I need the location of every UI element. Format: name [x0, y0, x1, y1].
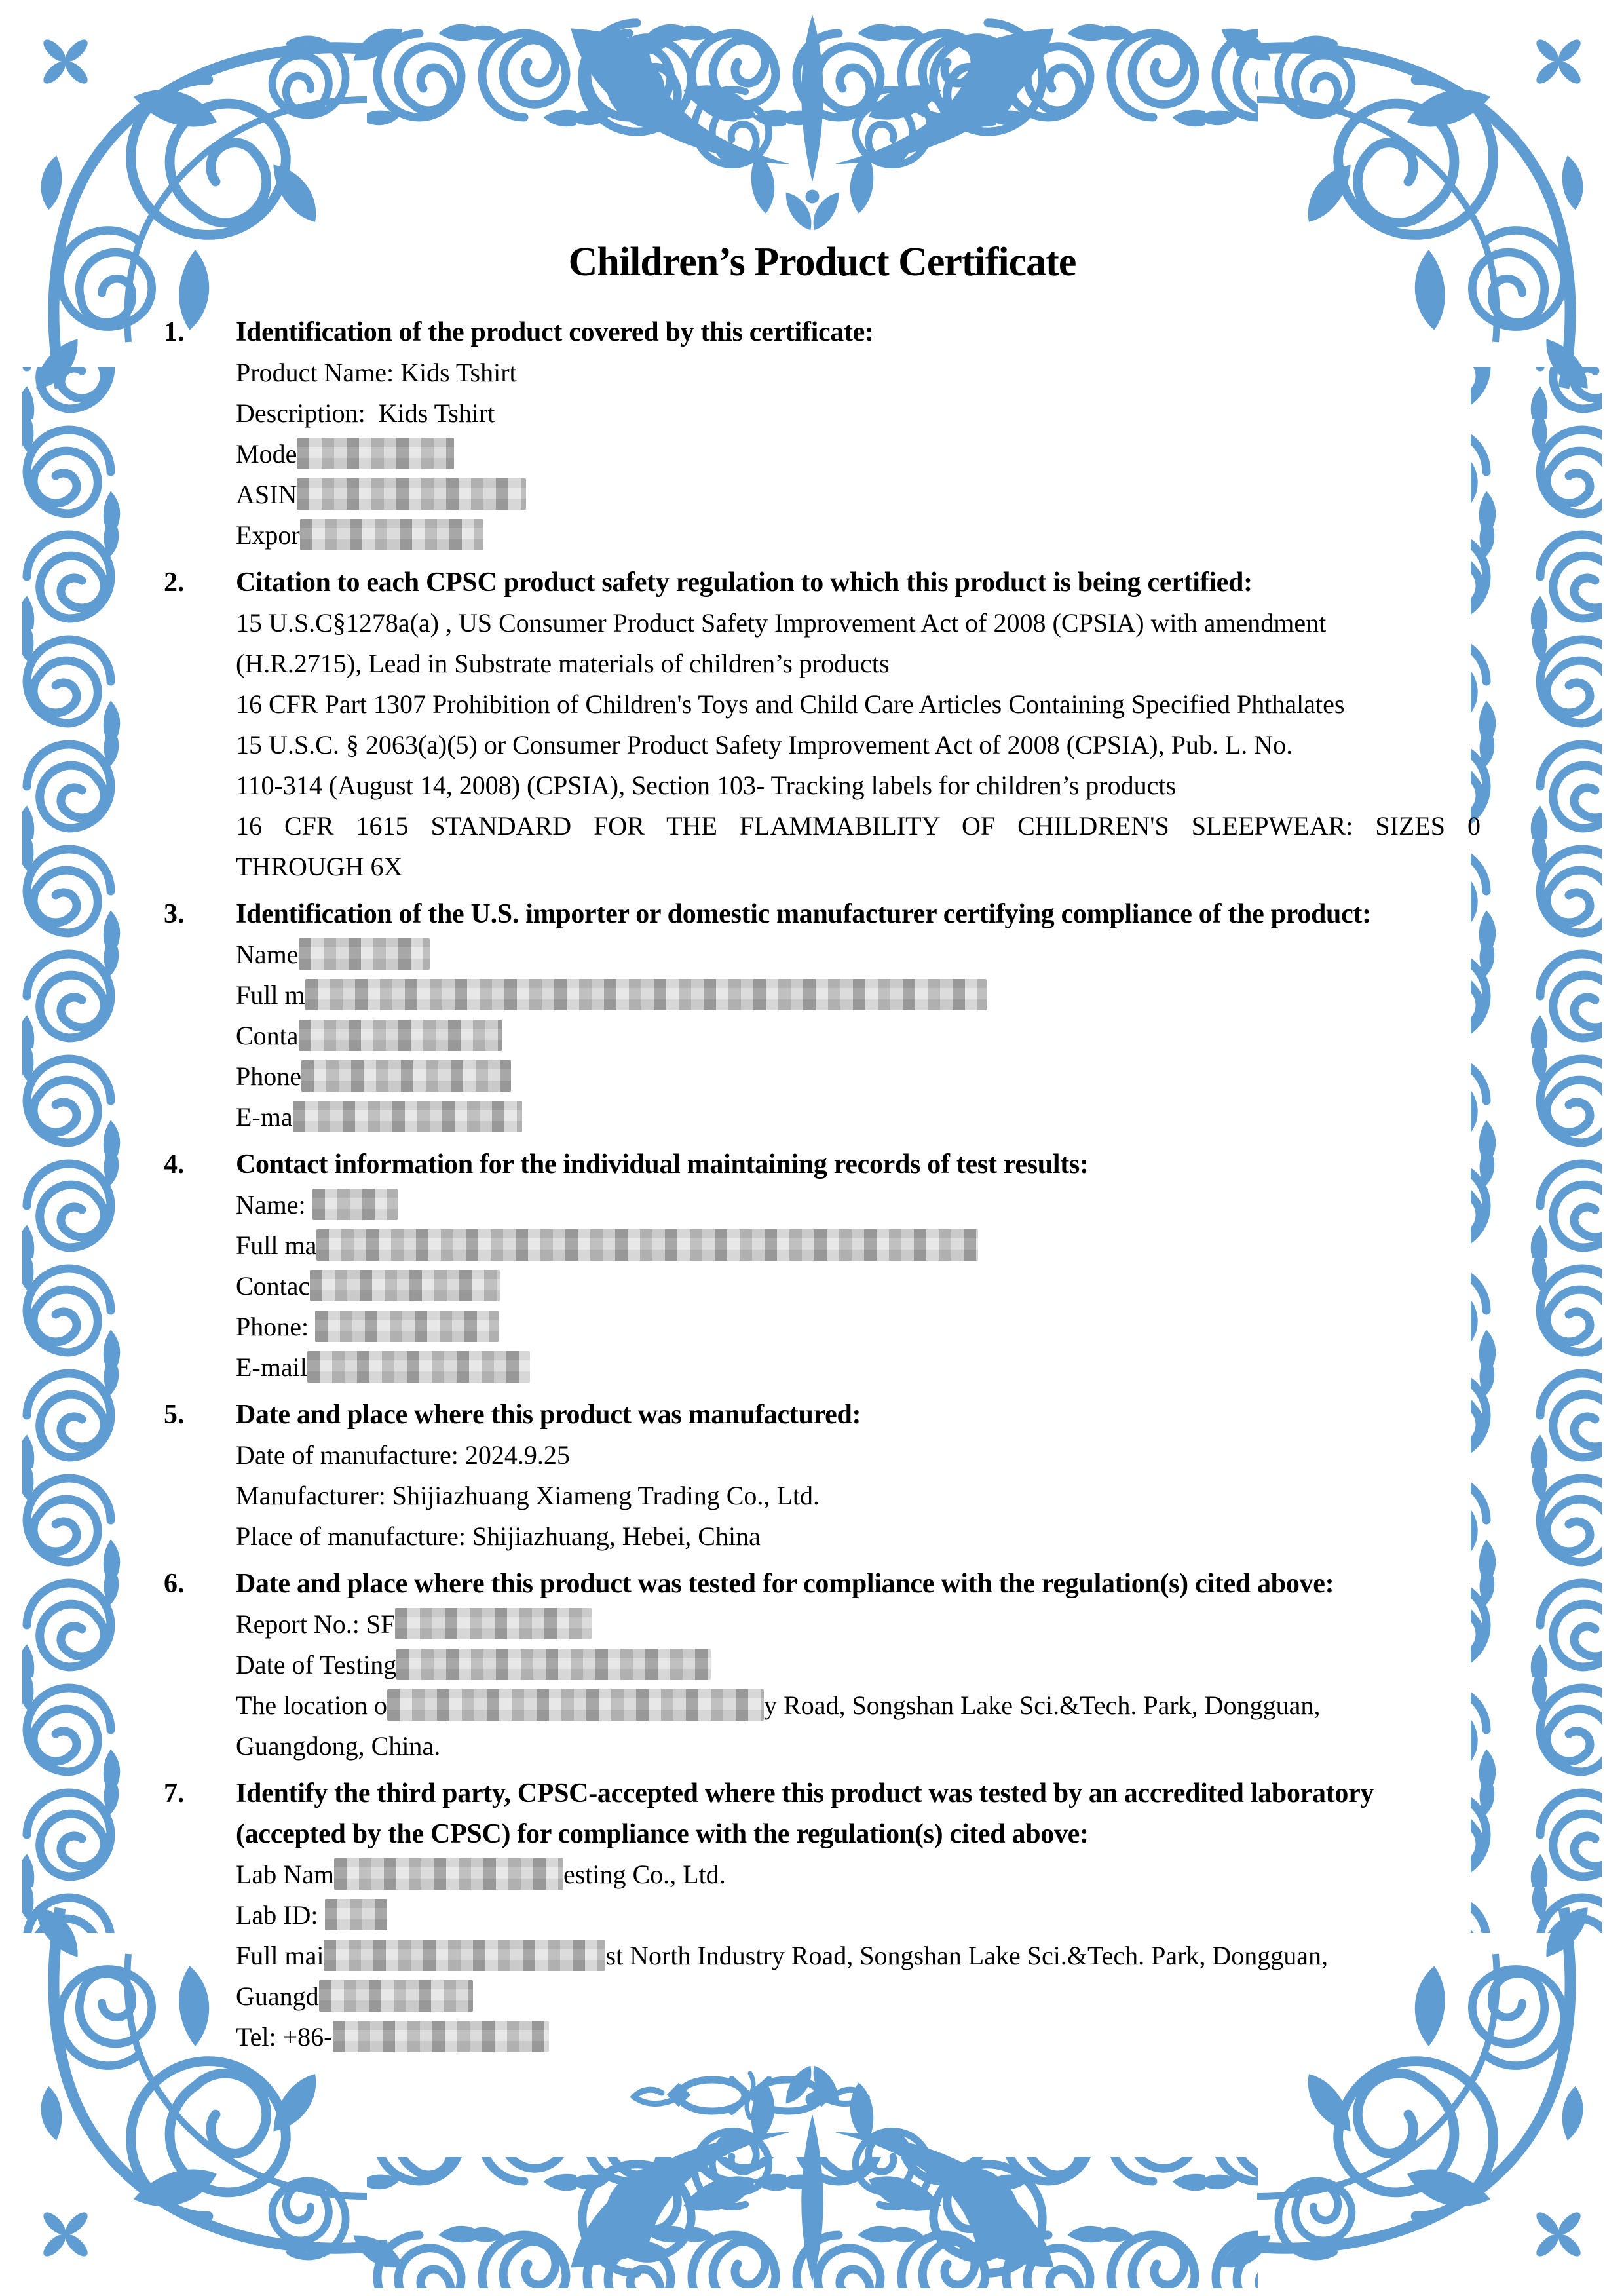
field-line — [236, 1435, 1481, 1476]
line-text: 16 CFR Part 1307 Prohibition of Children's Toys and Child Care Articles Containing Specified Phthalates — [236, 689, 1345, 719]
section-2 — [164, 562, 1481, 887]
section-number: 7. — [164, 1778, 185, 1808]
field-line — [236, 1476, 1481, 1516]
regulation-line — [236, 847, 1481, 887]
line-text: 15 U.S.C§1278a(a) , US Consumer Product Safety Improvement Act of 2008 (CPSIA) with amendment — [236, 608, 1327, 638]
section-6 — [164, 1563, 1481, 1767]
line-text: y Road, Songshan Lake Sci.&Tech. Park, Dongguan, — [764, 1691, 1321, 1720]
line-text: 15 U.S.C. § 2063(a)(5) or Consumer Product Safety Improvement Act of 2008 (CPSIA), Pub. L. No. — [236, 730, 1293, 759]
line-text: Phone: — [236, 1312, 316, 1341]
redacted-text — [297, 478, 526, 510]
line-text: st North Industry Road, Songshan Lake Sci.&Tech. Park, Dongguan, — [605, 1941, 1329, 1970]
field-line — [236, 1516, 1481, 1557]
field-line — [236, 1936, 1481, 1976]
redacted-text — [387, 1689, 764, 1721]
line-text: Date of Testing — [236, 1650, 397, 1679]
line-text: Date of manufacture: 2024.9.25 — [236, 1440, 570, 1470]
line-text: The location o — [236, 1691, 388, 1720]
document — [164, 0, 1481, 2123]
redacted-text — [324, 1940, 605, 1971]
redacted-text — [316, 1229, 978, 1261]
field-line — [236, 1097, 1481, 1138]
line-text: Phone — [236, 1062, 301, 1091]
section-heading: Date and place where this product was tested for compliance with the regulation(s) cited above: — [236, 1569, 1334, 1599]
section-number: 6. — [164, 1569, 185, 1599]
line-text: 110-314 (August 14, 2008) (CPSIA), Section 103- Tracking labels for children’s products — [236, 771, 1177, 800]
section-number: 2. — [164, 567, 185, 598]
section-7 — [164, 1773, 1481, 2057]
section-5 — [164, 1394, 1481, 1557]
field-line — [236, 353, 1481, 393]
redacted-text — [300, 519, 483, 550]
line-text: ASIN — [236, 480, 297, 509]
section-heading: Date and place where this product was manufactured: — [236, 1400, 861, 1430]
field-line — [236, 1645, 1481, 1685]
section-heading: Contact information for the individual maintaining records of test results: — [236, 1149, 1089, 1179]
field-line — [236, 1726, 1481, 1767]
line-text: Tel: +86- — [236, 2022, 333, 2052]
section-number: 1. — [164, 317, 185, 347]
section-1 — [164, 312, 1481, 556]
line-text: Name: — [236, 1190, 312, 1219]
section-number: 5. — [164, 1400, 185, 1430]
line-text: Guangdong, China. — [236, 1731, 441, 1761]
redacted-text — [293, 1101, 522, 1132]
line-text: E-ma — [236, 1102, 293, 1132]
field-line — [236, 1266, 1481, 1307]
regulation-line — [236, 725, 1481, 765]
field-line — [236, 1016, 1481, 1056]
field-line — [236, 975, 1481, 1016]
field-line — [236, 1685, 1481, 1726]
section-number: 3. — [164, 899, 185, 929]
line-text: Lab Nam — [236, 1860, 334, 1889]
field-line — [236, 474, 1481, 515]
redacted-text — [334, 1858, 563, 1890]
line-text: Full m — [236, 980, 305, 1010]
section-number: 4. — [164, 1149, 185, 1179]
redacted-text — [325, 1899, 387, 1930]
line-text: Name — [236, 940, 299, 969]
line-text: Manufacturer: Shijiazhuang Xiameng Trading Co., Ltd. — [236, 1481, 820, 1510]
line-text: THROUGH 6X — [236, 852, 403, 881]
section-heading: Identify the third party, CPSC-accepted where this product was tested by an accredited laboratory — [236, 1778, 1374, 1808]
field-line — [236, 2017, 1481, 2057]
regulation-line — [236, 765, 1481, 806]
field-line — [236, 934, 1481, 975]
field-line — [236, 393, 1481, 434]
field-line — [236, 1056, 1481, 1097]
line-text: Contac — [236, 1271, 311, 1301]
line-text: Full ma — [236, 1231, 317, 1260]
redacted-text — [310, 1270, 500, 1301]
field-line — [236, 1347, 1481, 1388]
line-text: Lab ID: — [236, 1900, 325, 1930]
line-text: Expor — [236, 520, 300, 550]
line-text: Report No.: SF — [236, 1609, 396, 1639]
section-4 — [164, 1144, 1481, 1388]
redacted-text — [307, 1351, 530, 1383]
redacted-text — [297, 438, 454, 469]
field-line — [236, 434, 1481, 474]
redacted-text — [319, 1980, 473, 2012]
redacted-text — [333, 2021, 549, 2052]
regulation-line — [236, 603, 1481, 643]
line-text: Conta — [236, 1021, 299, 1050]
line-text: (H.R.2715), Lead in Substrate materials of children’s products — [236, 649, 890, 678]
line-text: Full mai — [236, 1941, 324, 1970]
redacted-text — [305, 979, 987, 1010]
page-title: Children’s Product Certificate — [568, 240, 1076, 284]
scroll-divider-icon — [629, 2068, 871, 2123]
line-text: E-mail — [236, 1352, 307, 1382]
section-3 — [164, 894, 1481, 1138]
redacted-text — [315, 1311, 499, 1342]
redacted-text — [396, 1649, 711, 1680]
field-line — [236, 1604, 1481, 1645]
redacted-text — [301, 1060, 511, 1092]
line-text: Product Name: Kids Tshirt — [236, 358, 517, 387]
field-line — [236, 1895, 1481, 1936]
redacted-text — [395, 1608, 592, 1639]
section-heading-line2: (accepted by the CPSC) for compliance with the regulation(s) cited above: — [236, 1819, 1089, 1849]
regulation-line — [236, 684, 1481, 725]
field-line — [236, 515, 1481, 556]
field-line — [236, 1854, 1481, 1895]
field-line — [236, 1225, 1481, 1266]
line-text: Place of manufacture: Shijiazhuang, Hebei, China — [236, 1521, 761, 1551]
redacted-text — [312, 1189, 398, 1220]
regulation-line: 16 CFR 1615 STANDARD FOR THE FLAMMABILITY OF CHILDREN'S SLEEPWEAR: SIZES 0 — [236, 811, 1481, 841]
redacted-text — [299, 938, 430, 970]
section-heading: Citation to each CPSC product safety regulation to which this product is being certified: — [236, 567, 1253, 598]
section-heading: Identification of the U.S. importer or domestic manufacturer certifying compliance of the product: — [236, 899, 1371, 929]
field-line — [236, 1307, 1481, 1347]
line-text: Mode — [236, 439, 297, 469]
line-text: Description: Kids Tshirt — [236, 398, 495, 428]
field-line — [236, 1976, 1481, 2017]
line-text: Guangd — [236, 1981, 319, 2011]
field-line — [236, 1185, 1481, 1225]
regulation-line — [236, 643, 1481, 684]
redacted-text — [299, 1020, 502, 1051]
section-heading: Identification of the product covered by this certificate: — [236, 317, 874, 347]
line-text: esting Co., Ltd. — [563, 1860, 726, 1889]
